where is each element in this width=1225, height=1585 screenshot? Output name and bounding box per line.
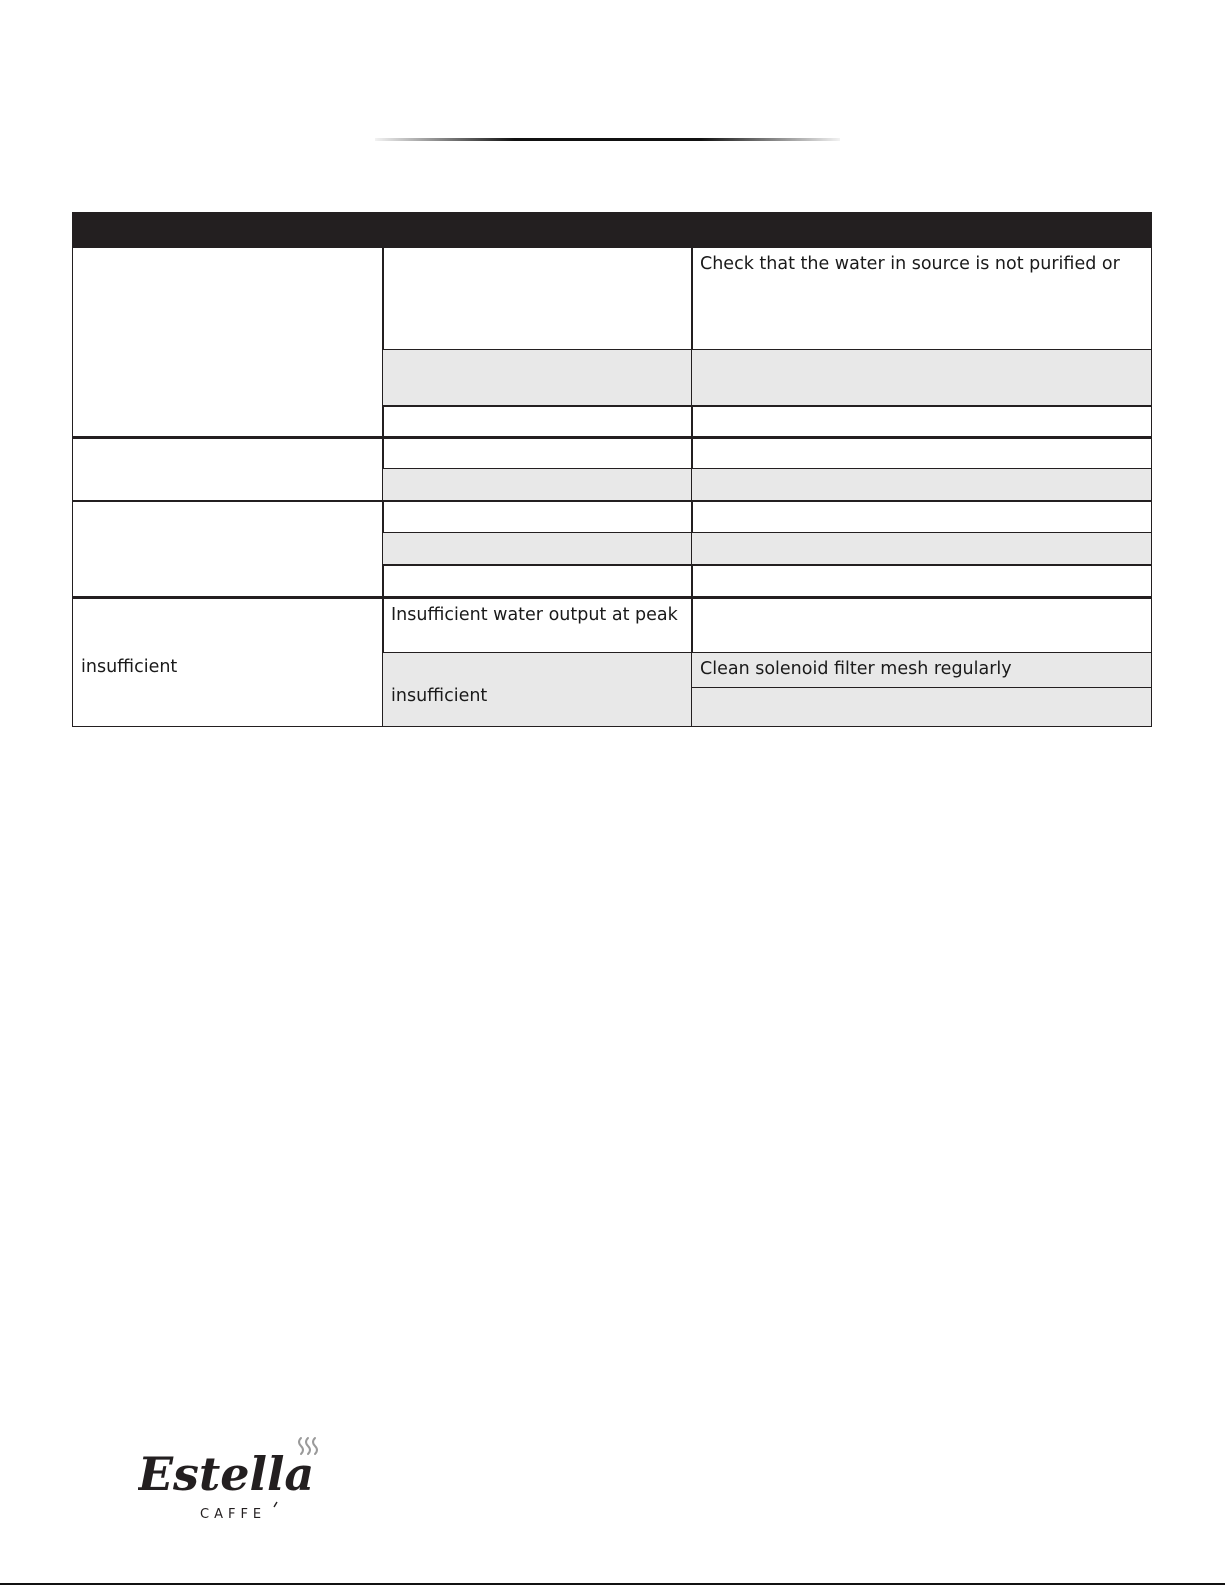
solution-cell-1c — [691, 405, 1152, 438]
accent-mark — [274, 1502, 277, 1507]
solution-cell-2b — [691, 468, 1152, 502]
cause-cell-1b — [382, 349, 693, 407]
cause-cell-3b — [382, 532, 693, 566]
solution-cell-4c — [691, 687, 1152, 727]
solution-cell-4b — [691, 652, 1152, 689]
solution-cell-3b — [691, 532, 1152, 566]
estella-caffe-logo — [138, 1436, 338, 1526]
cause-cell-2b — [382, 468, 693, 502]
title-rule — [375, 138, 840, 141]
cause-cell-4b — [382, 652, 693, 727]
symptom-cell-4 — [72, 596, 384, 727]
logo-graphic — [138, 1436, 338, 1526]
symptom-cell-2 — [72, 436, 384, 502]
solution-text: Clean solenoid filter mesh regularly — [700, 659, 1012, 679]
cause-cell-2a — [382, 436, 693, 470]
solution-cell-1a — [691, 247, 1152, 351]
solution-cell-3a — [691, 500, 1152, 534]
cause-cell-1c — [382, 405, 693, 438]
symptom-cell-3 — [72, 500, 384, 598]
troubleshooting-table — [72, 212, 1152, 727]
solution-cell-1b — [691, 349, 1152, 407]
cause-cell-1a — [382, 247, 693, 351]
cause-text: Insufficient water output at peak — [391, 605, 678, 625]
solution-cell-3c — [691, 564, 1152, 598]
solution-text: Check that the water in source is not purified or — [700, 254, 1120, 274]
cause-cell-3c — [382, 564, 693, 598]
brand-subtitle: CAFFE — [200, 1507, 267, 1522]
solution-cell-4a — [691, 596, 1152, 654]
brand-wordmark: Estella — [138, 1447, 315, 1501]
solution-cell-2a — [691, 436, 1152, 470]
symptom-text: insufficient — [81, 657, 178, 677]
cause-cell-4a — [382, 596, 693, 654]
table-header — [72, 212, 1152, 248]
cause-cell-3a — [382, 500, 693, 534]
cause-text: insufficient — [391, 686, 488, 706]
symptom-cell-1 — [72, 247, 384, 438]
